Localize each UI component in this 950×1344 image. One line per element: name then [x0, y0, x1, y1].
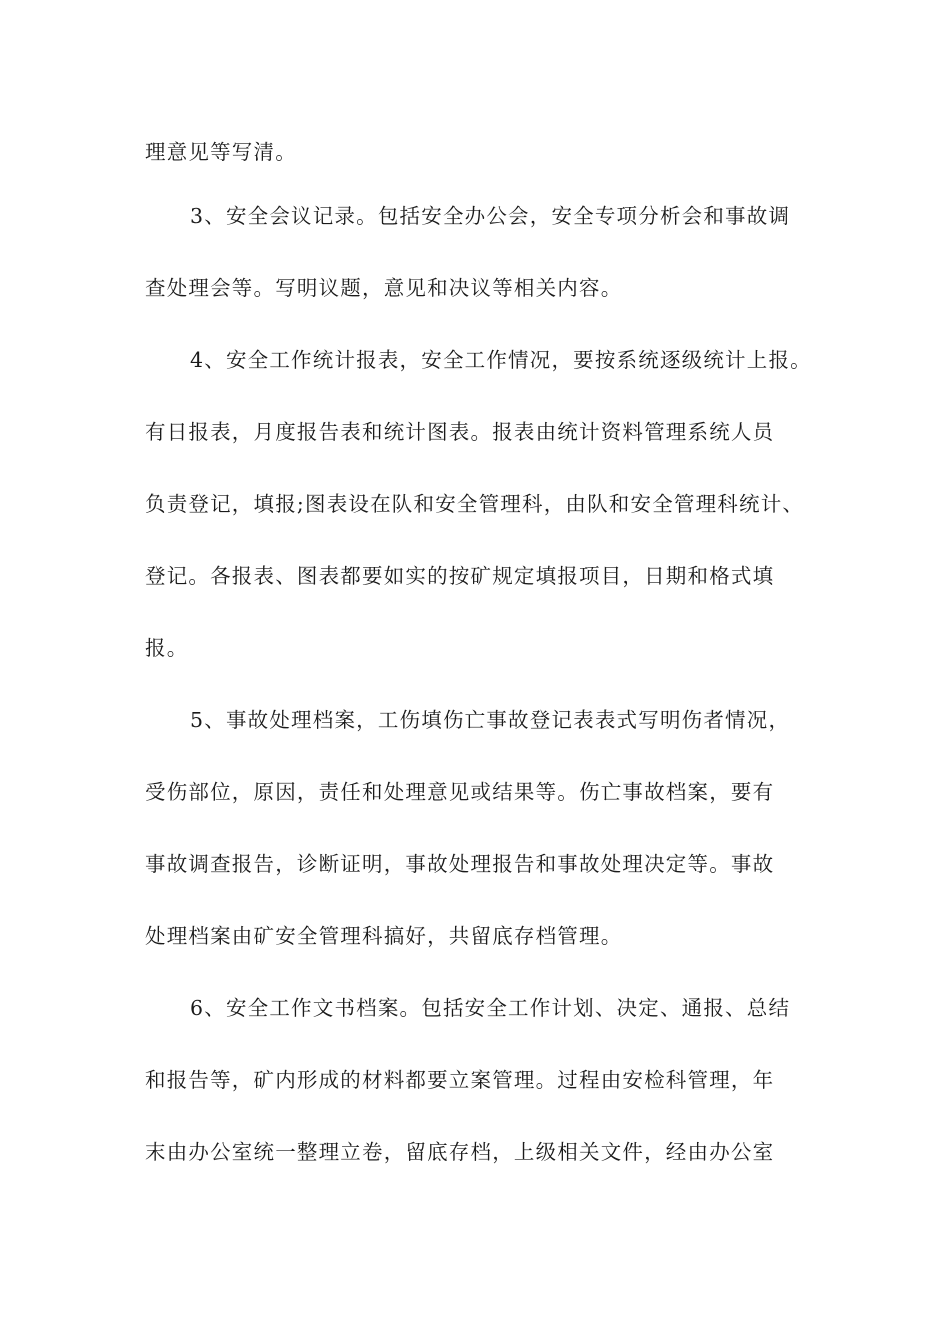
paragraph-6-line: 6、安全工作文书档案。包括安全工作计划、决定、通报、总结 — [190, 996, 791, 1020]
paragraph-4-line: 4、安全工作统计报表，安全工作情况，要按系统逐级统计上报。 — [190, 348, 812, 372]
text-line: 报。 — [145, 636, 189, 660]
text-line: 受伤部位，原因，责任和处理意见或结果等。伤亡事故档案，要有 — [145, 780, 775, 804]
text-line: 事故调查报告，诊断证明，事故处理报告和事故处理决定等。事故 — [145, 852, 775, 876]
text-line: 理意见等写清。 — [145, 140, 297, 164]
text-line: 处理档案由矿安全管理科搞好，共留底存档管理。 — [145, 924, 623, 948]
text-line: 有日报表，月度报告表和统计图表。报表由统计资料管理系统人员 — [145, 420, 775, 444]
text-line: 和报告等，矿内形成的材料都要立案管理。过程由安检科管理，年 — [145, 1068, 775, 1092]
text-line: 末由办公室统一整理立卷，留底存档，上级相关文件，经由办公室 — [145, 1140, 775, 1164]
text-line: 登记。各报表、图表都要如实的按矿规定填报项目，日期和格式填 — [145, 564, 775, 588]
paragraph-5-line: 5、事故处理档案，工伤填伤亡事故登记表表式写明伤者情况， — [190, 708, 791, 732]
text-line: 查处理会等。写明议题，意见和决议等相关内容。 — [145, 276, 623, 300]
paragraph-3-line: 3、安全会议记录。包括安全办公会，安全专项分析会和事故调 — [190, 204, 791, 228]
text-line: 负责登记，填报;图表设在队和安全管理科，由队和安全管理科统计、 — [145, 492, 805, 516]
